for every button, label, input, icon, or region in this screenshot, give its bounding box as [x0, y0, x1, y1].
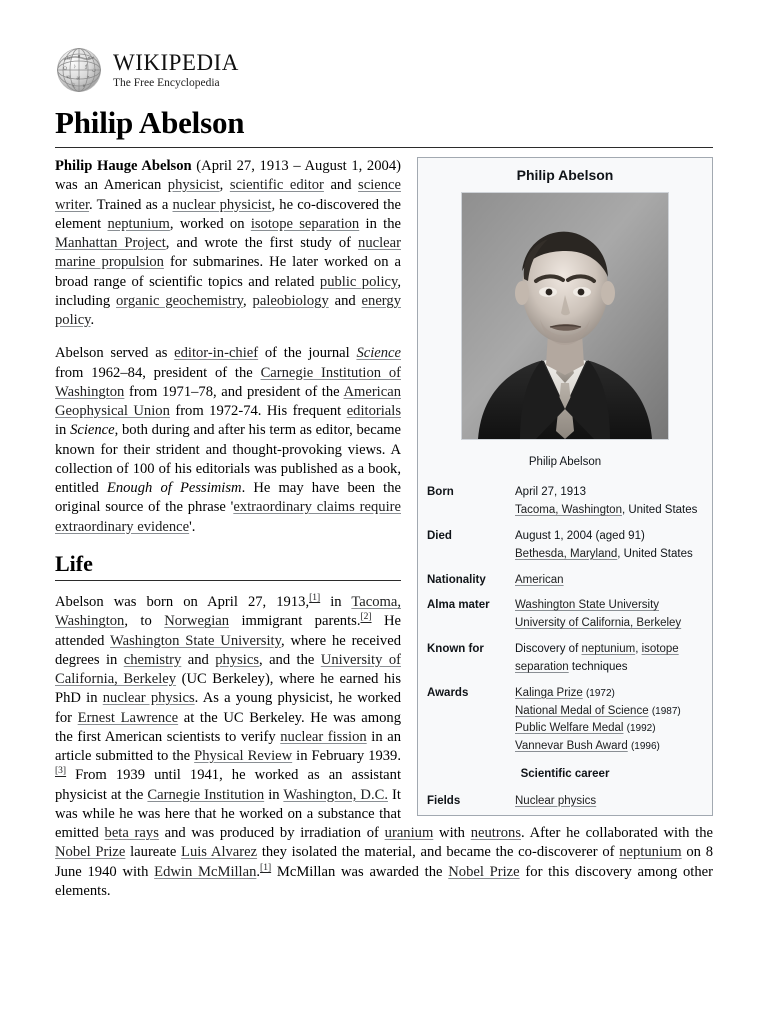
- life-p1-t10: . As a young physicist, he worked for: [55, 690, 401, 726]
- died-place: [515, 546, 704, 564]
- link-paleobiology[interactable]: paleobiology: [252, 292, 329, 309]
- infobox-value-fields: [515, 789, 712, 815]
- lead-p2-t8: . He may have been the original source of the phrase ': [55, 480, 401, 516]
- svg-text:भ: भ: [66, 75, 70, 81]
- infobox-row-awards: [418, 681, 712, 760]
- reference-3[interactable]: [3]: [55, 766, 67, 777]
- svg-text:W: W: [66, 56, 72, 62]
- link-chemistry[interactable]: chemistry: [123, 651, 182, 668]
- svg-text:ח: ח: [87, 56, 91, 62]
- life-p1-t1: Abelson was born on April 27, 1913,: [55, 594, 310, 611]
- life-p1-t19: . After he collaborated with the: [521, 825, 713, 842]
- link-neutrons[interactable]: neutrons: [470, 825, 521, 842]
- infobox-title: Philip Abelson: [516, 167, 614, 184]
- svg-text:и: и: [77, 53, 81, 60]
- infobox-value-born: [515, 480, 712, 524]
- life-p1-t24: McMillan was awarded the: [271, 863, 449, 880]
- lead-p1-t5: , he co-discovered the element: [55, 196, 402, 232]
- known-post: techniques: [568, 660, 628, 673]
- link-neptunium-body[interactable]: neptunium: [619, 844, 682, 861]
- lead-p1-t10: , including: [55, 273, 401, 309]
- link-neptunium[interactable]: neptunium: [107, 215, 170, 232]
- lead-p1-t7: in the: [359, 215, 401, 232]
- infobox-image-caption: Philip Abelson: [528, 455, 602, 468]
- died-date: August 1, 2004 (aged 91): [515, 530, 645, 543]
- link-science-journal-1[interactable]: Science: [356, 345, 401, 362]
- lead-p2-t1: Abelson served as: [55, 345, 175, 362]
- infobox-value-known-for: [515, 637, 712, 681]
- known-pre: Discovery of: [515, 643, 582, 656]
- link-public-welfare-medal[interactable]: Public Welfare Medal: [515, 722, 624, 735]
- reference-1b[interactable]: [1]: [260, 862, 272, 873]
- infobox-value-nationality: [515, 568, 712, 594]
- award-1-year: (1972): [585, 687, 615, 699]
- svg-text:文: 文: [70, 83, 76, 89]
- life-p1-t15: in: [264, 786, 284, 803]
- lead-p2-t2: of the journal: [258, 345, 357, 362]
- born-date: April 27, 1913: [515, 486, 586, 499]
- life-p1-t16: It was while he was here that he worked on a substance that emitted: [55, 786, 401, 842]
- life-p1-t23: .: [256, 863, 261, 880]
- svg-text:и: и: [82, 83, 86, 89]
- link-scientific-editor[interactable]: scientific editor: [229, 177, 324, 194]
- infobox-row-died: [418, 524, 712, 568]
- svg-text:Ω: Ω: [63, 66, 67, 72]
- infobox-row-fields: [418, 789, 712, 815]
- link-uc-berkeley[interactable]: University of California, Berkeley: [515, 617, 682, 630]
- life-p1-t18: with: [433, 825, 471, 842]
- svg-text:ქ: ქ: [84, 64, 88, 70]
- link-nobel-prize-1[interactable]: Nobel Prize: [55, 844, 126, 861]
- life-p1-t4: immigrant parents.: [229, 613, 361, 630]
- lead-p1-t6: , worked on: [169, 215, 251, 232]
- lead-p1-t4: . Trained as a: [89, 196, 173, 213]
- award-3-year: (1992): [626, 723, 656, 735]
- link-nuclear-marine-propulsion[interactable]: nuclear marine propulsion: [55, 235, 401, 271]
- life-p1-t2: in: [320, 594, 352, 611]
- section-heading-life: Life: [55, 550, 93, 576]
- page-title: Philip Abelson: [55, 105, 245, 140]
- link-beta-rays[interactable]: beta rays: [104, 825, 159, 842]
- lead-p1-t12: and: [328, 292, 362, 309]
- life-p1-t11: at the UC Berkeley. He was among the first American scientists to verify: [55, 709, 402, 745]
- link-american[interactable]: American: [515, 573, 564, 586]
- svg-text:ㅈ: ㅈ: [85, 75, 91, 81]
- infobox-row-born: [418, 480, 712, 524]
- infobox-label-fields: Fields: [427, 794, 461, 807]
- life-p1-t17: and was produced by irradiation of: [158, 825, 385, 842]
- lead-p1-t11: ,: [243, 292, 253, 309]
- infobox-image-wrap: [418, 192, 712, 448]
- infobox-portrait-image[interactable]: [461, 192, 669, 440]
- infobox-label-died: Died: [427, 530, 452, 543]
- subject-name: Philip Hauge Abelson: [55, 158, 192, 175]
- life-p1-t12: in an article submitted to the: [55, 728, 401, 765]
- article-body: [55, 148, 713, 915]
- link-editorials[interactable]: editorials: [346, 403, 401, 420]
- life-p1-t14: From 1939 until 1941, he worked as an assistant physicist at the: [55, 767, 401, 803]
- award-4-year: (1996): [630, 741, 660, 753]
- link-uranium[interactable]: uranium: [384, 825, 434, 842]
- lead-p2-t7: , both during and after his term as editor, became known for their strident and thought-provoking views. A collection of 100 of his editorials was published as a book, entitled: [55, 422, 401, 497]
- infobox-label-alma-mater: Alma mater: [427, 599, 490, 612]
- link-carnegie-institution-of-washington[interactable]: Carnegie Institution of Washington: [55, 364, 401, 400]
- life-p1-t6: , where he received degrees in: [55, 632, 401, 668]
- award-2-year: (1987): [651, 705, 681, 717]
- life-p1-t13: in February 1939.: [292, 748, 401, 765]
- svg-text:ن: ن: [92, 67, 96, 73]
- link-isotope-separation[interactable]: isotope separation: [250, 215, 360, 232]
- wikipedia-globe-icon: [55, 46, 103, 94]
- link-public-policy[interactable]: public policy: [319, 273, 398, 290]
- link-neptunium-infobox[interactable]: neptunium: [581, 643, 636, 656]
- infobox-row-alma-mater: [418, 593, 712, 637]
- site-masthead: [55, 0, 713, 96]
- known-mid: ,: [635, 643, 642, 656]
- svg-text:अ: अ: [76, 76, 80, 82]
- lead-p1-t8: , and wrote the first study of: [165, 235, 359, 252]
- link-manhattan-project[interactable]: Manhattan Project: [55, 235, 166, 252]
- link-washington-state-university-body[interactable]: Washington State University: [110, 632, 281, 649]
- link-luis-alvarez[interactable]: Luis Alvarez: [181, 844, 258, 861]
- link-norwegian[interactable]: Norwegian: [164, 613, 230, 630]
- link-ernest-lawrence[interactable]: Ernest Lawrence: [77, 709, 179, 726]
- born-place-rest: , United States: [621, 504, 698, 517]
- infobox-section-header: Scientific career: [520, 767, 610, 780]
- lead-p1-t13: .: [90, 312, 95, 329]
- infobox-label-born: Born: [427, 486, 454, 499]
- site-wordmark: [113, 51, 239, 90]
- science-journal-italic-2: Science: [70, 422, 115, 439]
- lead-p2-t6: in: [55, 422, 71, 439]
- link-nuclear-physics-infobox[interactable]: Nuclear physics: [515, 794, 597, 807]
- infobox-row-known-for: [418, 637, 712, 681]
- section-divider-life: [55, 580, 401, 581]
- link-uc-berkeley-body[interactable]: University of California, Berkeley: [55, 651, 401, 688]
- link-physics[interactable]: physics: [215, 651, 259, 668]
- link-kalinga-prize[interactable]: Kalinga Prize: [515, 686, 583, 699]
- life-p1-t25: for this discovery among other elements.: [55, 863, 713, 899]
- life-p1-t3: , to: [124, 613, 165, 630]
- lead-p1-t1: (April 27, 1913 – August 1, 2004) was an American: [55, 158, 401, 194]
- lead-p1-t9: for submarines. He later worked on a broad range of scientific topics and related: [55, 254, 401, 290]
- reference-1a[interactable]: [1]: [309, 593, 321, 604]
- link-bethesda-maryland[interactable]: Bethesda, Maryland: [515, 547, 618, 560]
- lead-p2-t5: from 1972-74. His frequent: [169, 403, 347, 420]
- link-nuclear-physics-body[interactable]: nuclear physics: [102, 690, 195, 707]
- infobox-value-alma-mater: [515, 593, 712, 637]
- infobox-table: [418, 480, 712, 814]
- link-physical-review[interactable]: Physical Review: [194, 748, 293, 765]
- site-wordmark-title: WIKIPEDIA: [113, 49, 239, 75]
- life-p1-t9: (UC Berkeley), where he earned his PhD in: [55, 671, 401, 707]
- link-nobel-prize-2[interactable]: Nobel Prize: [448, 863, 520, 880]
- infobox: [417, 157, 713, 816]
- link-vannevar-bush-award[interactable]: Vannevar Bush Award: [515, 740, 628, 753]
- link-tacoma-washington-body[interactable]: Tacoma, Washington: [55, 594, 401, 630]
- link-carnegie-institution[interactable]: Carnegie Institution: [147, 786, 265, 803]
- life-p1-t22: on 8 June 1940 with: [55, 844, 714, 880]
- link-american-geophysical-union[interactable]: American Geophysical Union: [55, 383, 401, 420]
- infobox-row-nationality: [418, 568, 712, 594]
- link-tacoma-washington[interactable]: Tacoma, Washington: [515, 504, 622, 517]
- svg-text:ᚦ: ᚦ: [73, 64, 77, 70]
- lead-p1-t2: ,: [219, 177, 230, 194]
- link-extraordinary-claims[interactable]: extraordinary claims require extraordinary evidence: [55, 499, 401, 535]
- link-editor-in-chief[interactable]: editor-in-chief: [174, 345, 259, 362]
- lead-p2-t3: from 1962–84, president of the: [55, 364, 261, 381]
- link-washington-state-university[interactable]: Washington State University: [515, 599, 660, 612]
- link-nuclear-fission[interactable]: nuclear fission: [280, 728, 367, 745]
- link-nuclear-physicist[interactable]: nuclear physicist: [172, 196, 272, 213]
- life-p1-t7: and: [181, 651, 216, 668]
- link-science-writer[interactable]: science writer: [55, 177, 401, 213]
- site-wordmark-tagline: The Free Encyclopedia: [113, 76, 220, 89]
- died-place-rest: , United States: [617, 547, 693, 560]
- link-isotope-separation-infobox[interactable]: isotope separation: [515, 643, 679, 673]
- life-p1-t8: , and the: [259, 651, 321, 668]
- life-p1-t20: laureate: [125, 844, 182, 861]
- life-p1-t21: they isolated the material, and became the co-discoverer of: [257, 844, 620, 861]
- book-title-enough-of-pessimism: Enough of Pessimism: [106, 480, 242, 497]
- reference-2[interactable]: [2]: [360, 612, 372, 623]
- link-physicist[interactable]: physicist: [167, 177, 220, 194]
- infobox-section-scientific-career: [418, 760, 712, 789]
- born-place: [515, 502, 704, 520]
- link-washington-dc[interactable]: Washington, D.C.: [283, 786, 388, 803]
- link-edwin-mcmillan[interactable]: Edwin McMillan: [154, 863, 257, 880]
- link-energy-policy[interactable]: energy policy: [55, 292, 401, 329]
- link-organic-geochemistry[interactable]: organic geochemistry: [116, 292, 244, 309]
- life-p1-t5: He attended: [55, 613, 401, 649]
- lead-p1-t3: and: [323, 177, 359, 194]
- infobox-value-awards: [515, 681, 712, 760]
- infobox-label-awards: Awards: [427, 686, 469, 699]
- infobox-label-known-for: Known for: [427, 643, 484, 656]
- lead-p2-t4: from 1971–78, and president of the: [124, 383, 344, 400]
- infobox-value-died: [515, 524, 712, 568]
- link-national-medal-of-science[interactable]: National Medal of Science: [515, 704, 649, 717]
- infobox-label-nationality: Nationality: [427, 573, 486, 586]
- lead-p2-t9: '.: [189, 518, 196, 535]
